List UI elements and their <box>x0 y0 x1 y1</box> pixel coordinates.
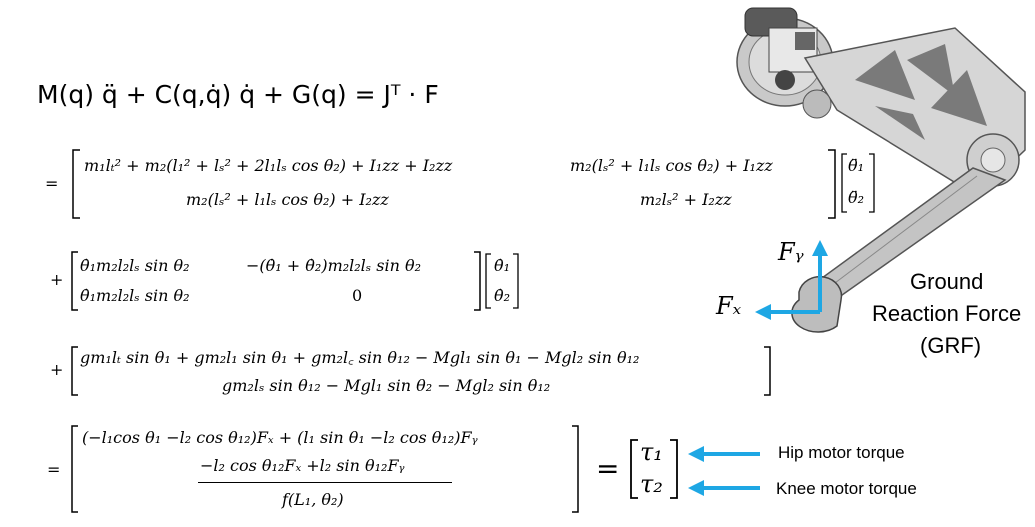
tau-1: τ₁ <box>640 438 663 466</box>
label-fy: Fᵧ <box>778 238 804 266</box>
bracket-mass-left <box>70 148 82 220</box>
torque-r2-denominator: f(L₁, θ₂) <box>282 490 344 509</box>
bracket-tau-left <box>628 438 640 500</box>
mass-vec-2: θ̈₂ <box>848 188 865 207</box>
arrow-knee-icon <box>686 478 762 498</box>
torque-r1: (−l₁cos θ₁ −l₂ cos θ₁₂)Fₓ + (l₁ sin θ₁ −l₂ cos θ₁₂)Fᵧ <box>82 428 478 447</box>
bracket-cor-vec-left <box>484 252 492 310</box>
plus-sign-2: + <box>50 360 64 379</box>
mass-r2c1: m₂(lₛ² + l₁lₛ cos θ₂) + I₂zz <box>186 190 389 209</box>
label-grf-line3: (GRF) <box>920 333 982 358</box>
tau-2: τ₂ <box>640 470 663 498</box>
eq-sign-3: = <box>596 452 620 485</box>
cor-r2c1: θ̇₁m₂l₂lₛ sin θ₂ <box>80 286 190 305</box>
bracket-cor-right <box>472 250 482 312</box>
bracket-cor-vec-right <box>512 252 520 310</box>
cor-vec-1: θ̇₁ <box>494 256 511 275</box>
plus-sign-1: + <box>50 270 64 289</box>
mass-r1c1: m₁lₜ² + m₂(l₁² + lₛ² + 2l₁lₛ cos θ₂) + I₁zz + I₂zz <box>84 156 453 175</box>
cor-r2c2: 0 <box>352 286 363 305</box>
label-fx: Fₓ <box>716 292 742 320</box>
bracket-torque-left <box>70 424 80 514</box>
label-grf-line1: Ground <box>910 269 984 294</box>
eq-sign-1: = <box>45 174 59 193</box>
bracket-torque-right <box>570 424 580 514</box>
mass-r1c2: m₂(lₛ² + l₁lₛ cos θ₂) + I₁zz <box>570 156 773 175</box>
robot-leg-illustration <box>725 0 1035 340</box>
label-knee-motor-torque: Knee motor torque <box>776 479 917 498</box>
label-grf-line2: Reaction Force <box>872 301 1022 326</box>
equation-header: M(q) q̈ + C(q,q̇) q̇ + G(q) = Jᵀ · F <box>37 80 439 109</box>
bracket-grav-left <box>70 345 80 397</box>
cor-r1c1: θ̇₁m₂l₂lₛ sin θ₂ <box>80 256 190 275</box>
cor-vec-2: θ̇₂ <box>494 286 511 305</box>
bracket-cor-left <box>70 250 80 312</box>
eq-sign-2: = <box>47 460 61 479</box>
grav-r2: gm₂lₛ sin θ₁₂ − Mgl₁ sin θ₂ − Mgl₂ sin θ₁₂ <box>222 376 551 395</box>
grav-r1: gm₁lₜ sin θ₁ + gm₂l₁ sin θ₁ + gm₂l꜀ sin θ₁₂ − Mgl₁ sin θ₁ − Mgl₂ sin θ₁₂ <box>80 348 640 367</box>
cor-r1c2: −(θ̇₁ + θ̇₂)m₂l₂lₛ sin θ₂ <box>246 256 422 275</box>
mass-vec-1: θ̈₁ <box>848 156 865 175</box>
fraction-bar <box>198 482 452 483</box>
mass-r2c2: m₂lₛ² + I₂zz <box>640 190 732 209</box>
label-hip-motor-torque: Hip motor torque <box>778 443 905 462</box>
bracket-tau-right <box>668 438 680 500</box>
torque-r2-numerator: −l₂ cos θ₁₂Fₓ +l₂ sin θ₁₂Fᵧ <box>200 456 405 475</box>
arrow-hip-icon <box>686 444 762 464</box>
bracket-grav-right <box>762 345 772 397</box>
